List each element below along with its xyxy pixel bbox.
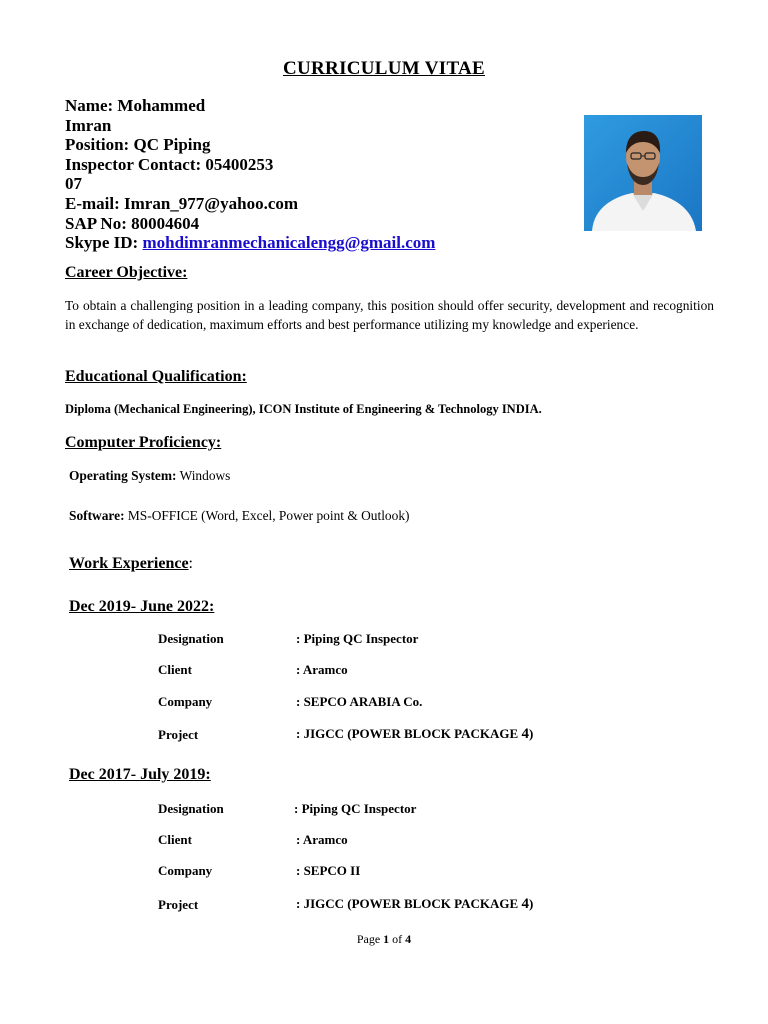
os-value: Windows (176, 468, 231, 483)
education-text: Diploma (Mechanical Engineering), ICON Institute of Engineering & Technology INDIA. (65, 402, 542, 416)
job-2-designation: : Piping QC Inspector (294, 801, 417, 816)
profile-photo (584, 115, 702, 231)
header-skype (65, 233, 435, 253)
operating-system-line (69, 468, 230, 484)
job-1-project (296, 726, 533, 743)
job-1-project-text: : JIGCC (POWER BLOCK PACKAGE (296, 726, 522, 741)
job-2-project-number: 4 (521, 896, 529, 912)
education-heading: Educational Qualification: (65, 368, 247, 385)
header-email: E-mail: Imran_977@yahoo.com (65, 193, 299, 213)
footer-prefix: Page (356, 932, 384, 946)
job-2-project (296, 896, 533, 913)
job-2-company-label: Company (158, 863, 213, 878)
header-contact-cont: 07 (65, 174, 82, 194)
career-objective-heading: Career Objective: (65, 264, 188, 281)
header-name-cont: Imran (65, 115, 112, 135)
job-2-period: Dec 2017- July 2019: (69, 766, 211, 783)
skype-link[interactable]: mohdimranmechanicalengg@gmail.com (142, 233, 436, 253)
skype-label: Skype ID: (65, 233, 143, 253)
job-1-designation: : Piping QC Inspector (296, 631, 419, 646)
header-block (65, 96, 435, 253)
work-experience-colon: : (188, 555, 193, 572)
job-1-period: Dec 2019- June 2022: (69, 598, 215, 615)
job-2-designation-label: Designation (158, 801, 224, 816)
os-label: Operating System: (69, 468, 177, 483)
job-1-client-label: Client (158, 662, 192, 677)
job-1-project-label: Project (158, 727, 199, 742)
job-1-designation-label: Designation (158, 631, 224, 646)
footer-page-number: 1 (383, 932, 390, 946)
header-position: Position: QC Piping (65, 135, 211, 155)
job-1-company-label: Company (158, 694, 213, 709)
job-2-project-text: : JIGCC (POWER BLOCK PACKAGE (296, 896, 522, 911)
software-value: MS-OFFICE (Word, Excel, Power point & Outlook) (124, 508, 410, 523)
footer-of: of (389, 932, 406, 946)
career-objective-text: To obtain a challenging position in a leading company, this position should offer security, development and recognition in exchange of dedication, maximum efforts and best performance utilizing my knowledge and experience. (65, 298, 714, 332)
work-experience-label: Work Experience (69, 555, 189, 572)
footer-page-total: 4 (405, 932, 412, 946)
software-line (69, 508, 409, 524)
job-2-client: : Aramco (296, 832, 348, 847)
header-contact: Inspector Contact: 05400253 (65, 154, 274, 174)
job-2-project-end: ) (528, 896, 534, 911)
document-title: CURRICULUM VITAE (282, 58, 486, 79)
job-1-client: : Aramco (296, 662, 348, 677)
header-sap: SAP No: 80004604 (65, 213, 200, 233)
header-name: Name: Mohammed (65, 96, 206, 115)
page-footer (0, 932, 768, 947)
job-2-client-label: Client (158, 832, 192, 847)
computer-proficiency-heading: Computer Proficiency: (65, 434, 222, 451)
software-label: Software: (69, 508, 125, 523)
work-experience-heading (69, 555, 193, 573)
profile-photo-image (584, 115, 702, 231)
job-1-company: : SEPCO ARABIA Co. (296, 694, 423, 709)
job-1-project-number: 4 (521, 726, 529, 742)
job-2-project-label: Project (158, 897, 199, 912)
job-2-company: : SEPCO II (296, 863, 361, 878)
job-1-project-end: ) (528, 726, 534, 741)
